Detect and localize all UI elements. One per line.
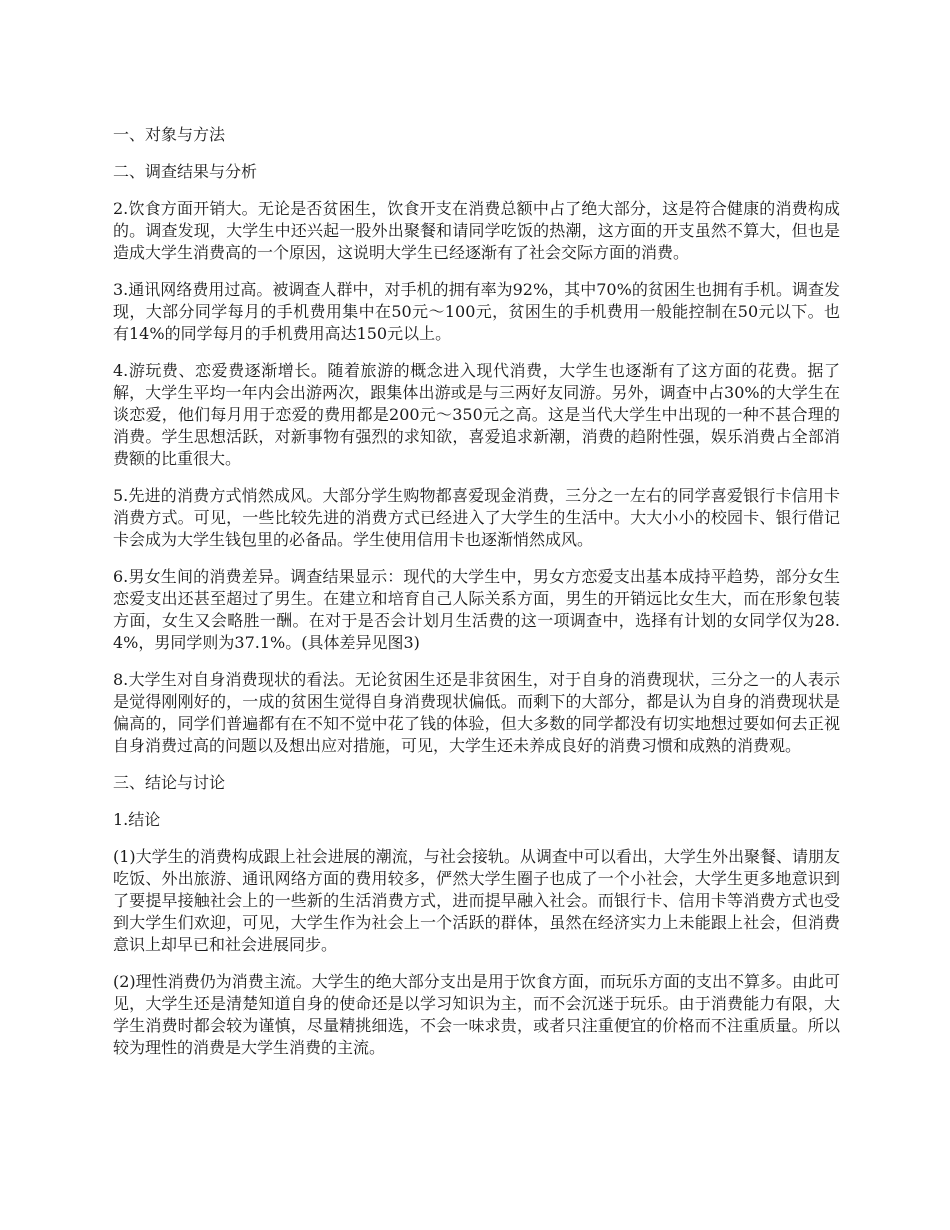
paragraph-phone-costs: 3.通讯网络费用过高。被调查人群中，对手机的拥有率为92%，其中70%的贫困生也拥有手机。调查发现，大部分同学每月的手机费用集中在50元～100元，贫困生的手机费用一般能控制在50元以下。也有14%的同学每月的手机费用高达150元以上。 [113, 280, 840, 343]
section-heading-results: 二、调查结果与分析 [113, 162, 258, 181]
subheading-conclusion: 1.结论 [113, 810, 161, 829]
paragraph-conclusion-2: (2)理性消费仍为消费主流。大学生的绝大部分支出是用于饮食方面，而玩乐方面的支出不算多。由此可见，大学生还是清楚知道自身的使命还是以学习知识为主，而不会沉迷于玩乐。由于消费能力有限，大学生消费时都会较为谨慎，尽量精挑细选，不会一味求贵，或者只注重便宜的价格而不注重质量。所以较为理性的消费是大学生消费的主流。 [113, 972, 840, 1057]
section-heading-conclusion: 三、结论与讨论 [113, 773, 226, 792]
paragraph-food-spending: 2.饮食方面开销大。无论是否贫困生，饮食开支在消费总额中占了绝大部分，这是符合健康的消费构成的。调查发现，大学生中还兴起一股外出聚餐和请同学吃饭的热潮，这方面的开支虽然不算大，但也是造成大学生消费高的一个原因，这说明大学生已经逐渐有了社会交际方面的消费。 [113, 199, 840, 262]
paragraph-payment-methods: 5.先进的消费方式悄然成风。大部分学生购物都喜爱现金消费，三分之一左右的同学喜爱银行卡信用卡消费方式。可见，一些比较先进的消费方式已经进入了大学生的生活中。大大小小的校园卡、银行借记卡会成为大学生钱包里的必备品。学生使用信用卡也逐渐悄然成风。 [113, 486, 840, 549]
document-body [113, 124, 840, 1074]
paragraph-conclusion-1: (1)大学生的消费构成跟上社会进展的潮流，与社会接轨。从调查中可以看出，大学生外出聚餐、请朋友吃饭、外出旅游、通讯网络方面的费用较多，俨然大学生圈子也成了一个小社会，大学生更多地意识到了要提早接触社会上的一些新的生活消费方式，进而提早融入社会。而银行卡、信用卡等消费方式也受到大学生们欢迎，可见，大学生作为社会上一个活跃的群体，虽然在经济实力上未能跟上社会，但消费意识上却早已和社会进展同步。 [113, 847, 840, 954]
paragraph-gender-differences: 6.男女生间的消费差异。调查结果显示：现代的大学生中，男女方恋爱支出基本成持平趋势，部分女生恋爱支出还甚至超过了男生。在建立和培育自己人际关系方面，男生的开销远比女生大，而在形象包装方面，女生又会略胜一酬。在对于是否会计划月生活费的这一项调查中，选择有计划的女同学仅为28.4%，男同学则为37.1%。(具体差异见图3) [113, 567, 840, 652]
section-heading-methods: 一、对象与方法 [113, 125, 226, 144]
paragraph-travel-romance: 4.游玩费、恋爱费逐渐增长。随着旅游的概念进入现代消费，大学生也逐渐有了这方面的花费。据了解，大学生平均一年内会出游两次，跟集体出游或是与三两好友同游。另外，调查中占30%的大学生在谈恋爱，他们每月用于恋爱的费用都是200元～350元之高。这是当代大学生中出现的一种不甚合理的消费。学生思想活跃，对新事物有强烈的求知欲，喜爱追求新潮，消费的趋附性强，娱乐消费占全部消费额的比重很大。 [113, 361, 840, 468]
paragraph-self-view: 8.大学生对自身消费现状的看法。无论贫困生还是非贫困生，对于自身的消费现状，三分之一的人表示是觉得刚刚好的，一成的贫困生觉得自身消费现状偏低。而剩下的大部分，都是认为自身的消费现状是偏高的，同学们普遍都有在不知不觉中花了钱的体验，但大多数的同学都没有切实地想过要如何去正视自身消费过高的问题以及想出应对措施，可见，大学生还未养成良好的消费习惯和成熟的消费观。 [113, 670, 840, 755]
